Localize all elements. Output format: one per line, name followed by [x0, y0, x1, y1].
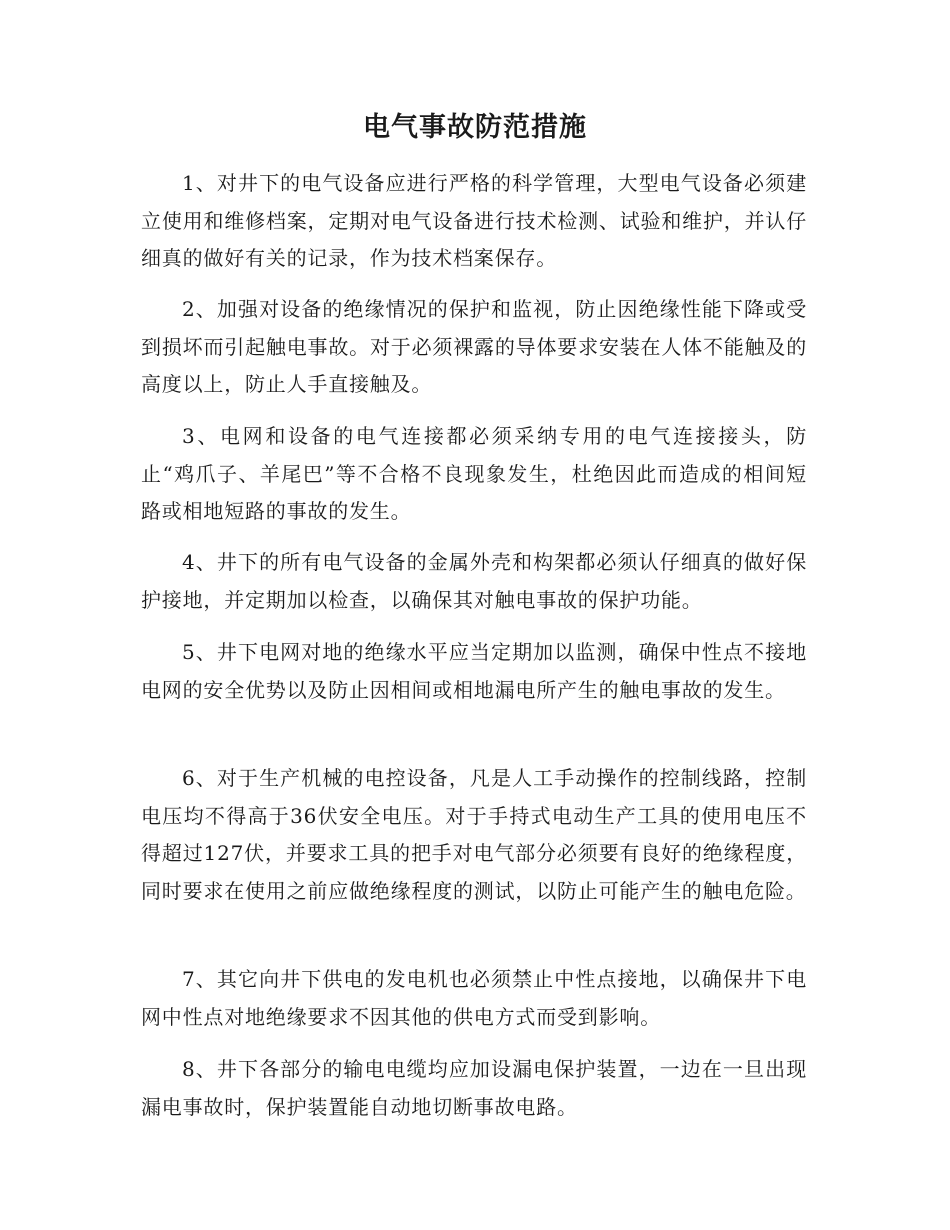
- paragraph-1: 1、对井下的电气设备应进行严格的科学管理，大型电气设备必须建立使用和维修档案，定期对电气设备进行技术检测、试验和维护，并认仔细真的做好有关的记录，作为技术档案保存。: [141, 171, 807, 270]
- paragraph-3: 3、电网和设备的电气连接都必须采纳专用的电气连接接头，防止“鸡爪子、羊尾巴”等不合格不良现象发生，杜绝因此而造成的相间短路或相地短路的事故的发生。: [141, 424, 807, 523]
- paragraph-7: 7、其它向井下供电的发电机也必须禁止中性点接地，以确保井下电网中性点对地绝缘要求不因其他的供电方式而受到影响。: [141, 967, 807, 1029]
- paragraph-5: 5、井下电网对地的绝缘水平应当定期加以监测，确保中性点不接地电网的安全优势以及防止因相间或相地漏电所产生的触电事故的发生。: [141, 640, 807, 702]
- paragraph-4: 4、井下的所有电气设备的金属外壳和构架都必须认仔细真的做好保护接地，并定期加以检查，以确保其对触电事故的保护功能。: [141, 550, 807, 612]
- document-title: 电气事故防范措施: [363, 112, 587, 143]
- paragraph-8: 8、井下各部分的输电电缆均应加设漏电保护装置，一边在一旦出现漏电事故时，保护装置能自动地切断事故电路。: [141, 1057, 807, 1119]
- paragraph-6: 6、对于生产机械的电控设备，凡是人工手动操作的控制线路，控制电压均不得高于36伏安全电压。对于手持式电动生产工具的使用电压不得超过127伏，并要求工具的把手对电气部分必须要有良好的绝缘程度，同时要求在使用之前应做绝缘程度的测试，以防止可能产生的触电危险。: [141, 766, 807, 903]
- paragraph-2: 2、加强对设备的绝缘情况的保护和监视，防止因绝缘性能下降或受到损坏而引起触电事故。对于必须裸露的导体要求安装在人体不能触及的高度以上，防止人手直接触及。: [141, 297, 807, 396]
